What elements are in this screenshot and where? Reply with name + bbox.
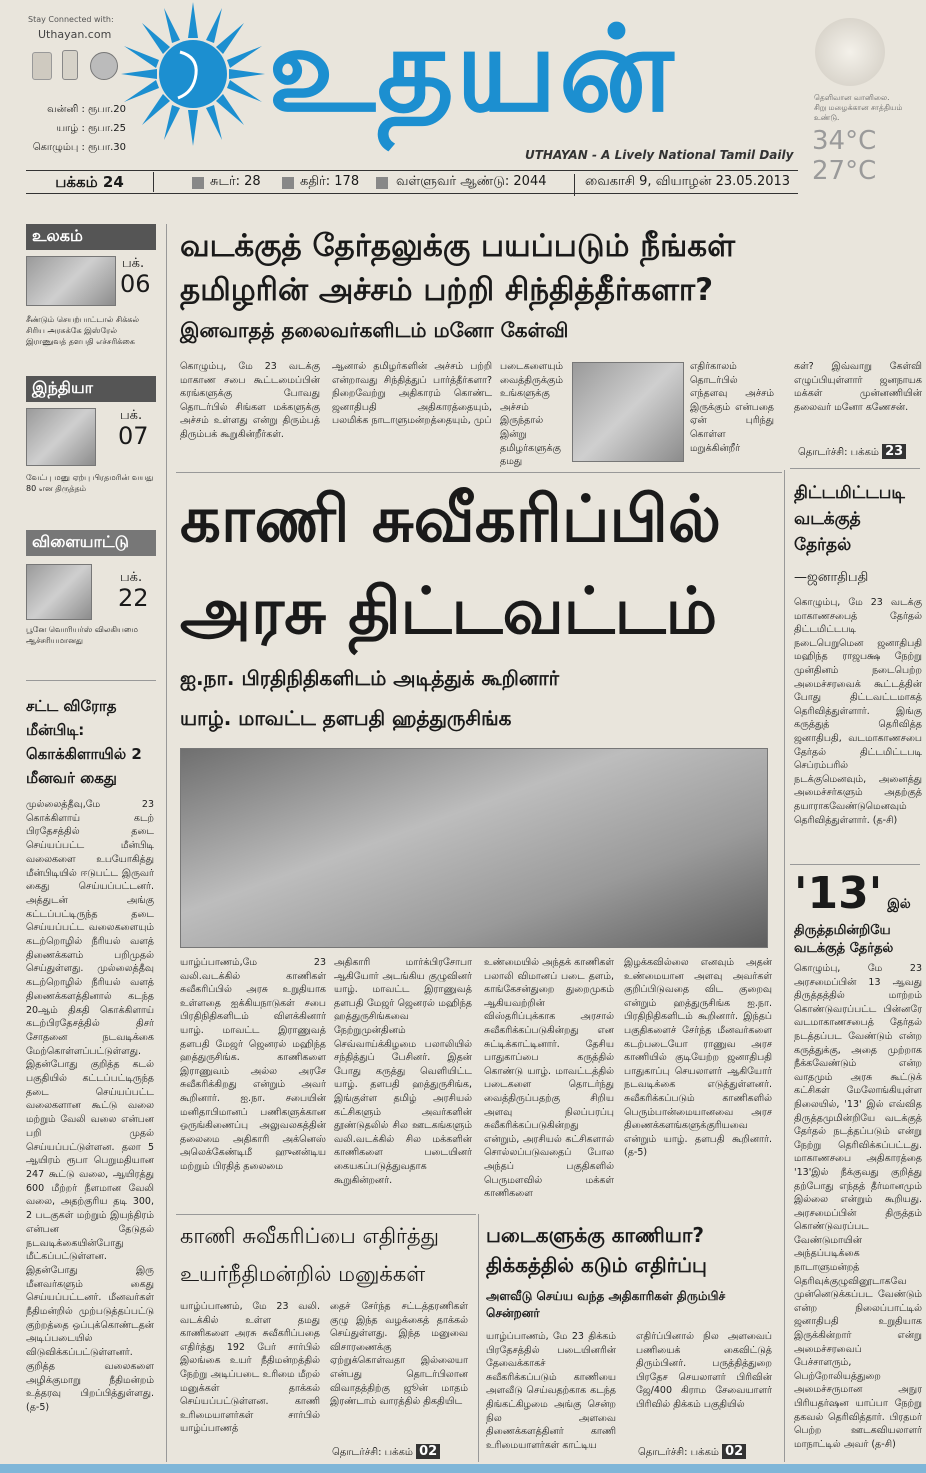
page-number: பக்கம் 24 [26, 172, 154, 192]
court-col-1: யாழ்ப்பாணம், மே 23 வலி. வடக்கில் உள்ள தமது காணிகளை அரசு சுவீகரிப்பதை எதிர்த்து 192 பேர் சார்பில் இலங்கை உயர் நீதிமன்றத்தில் நேற்று அடிப்படை உரிமை மீறல் மனுக்கள் தாக்கல் செய்யப்பட்டுள்ளன. காணி உரிமையாளர்கள் சார்பில் யாழ்ப்பாணத் [180, 1301, 320, 1435]
price-vanni: வன்னி : ரூபா.20 [47, 104, 126, 115]
sports-photo [26, 564, 92, 620]
bottom-strip [0, 1464, 926, 1473]
temperature-readout [812, 126, 926, 186]
thirteen-suffix: இல் [887, 897, 911, 912]
india-page-num[interactable]: 07 [118, 422, 149, 450]
sports-caption[interactable]: பூனே வொரியர்ஸ் விலகியமை ஆச்சரியமானது [26, 625, 138, 645]
sudar-square-icon [192, 177, 204, 189]
sudar-label: சுடர்: 28 [210, 174, 261, 189]
lead-col-2: ஆனால் தமிழர்களின் அச்சம் பற்றி என்றாவது சிந்தித்துப் பார்த்தீர்களா? நிறைவேற்று அதிகாரம் கொண்ட ஜனாதிபதி அதிகாரத்தையும், பலமிக்க நாடாளுமன்றத்தையும், முப் [332, 361, 492, 427]
tagline-rest: - A Lively National Tamil Daily [587, 148, 794, 162]
world-page-num[interactable]: 06 [120, 270, 151, 298]
kathir-square-icon [282, 177, 294, 189]
weather-note: தெளிவான வானிலை. சிறு மழைக்கான சாத்தியம் உண்டு. [814, 93, 903, 122]
lead-headline-1[interactable]: வடக்குத் தேர்தலுக்கு பயப்படும் நீங்கள் [180, 228, 736, 264]
logo-wordmark: உதயன் [268, 0, 676, 138]
tagline-name: UTHAYAN [525, 148, 588, 162]
army-continued[interactable] [638, 1444, 746, 1459]
lead-col-1: கொழும்பு, மே 23 வடக்கு மாகாண சபை கூட்டமைப்பின் கரங்களுக்கு போவது தொடர்பில் சிங்கள மக்களுக்கு அச்சம் உள்ளது என்று திரும்பத் திரும்பக் கூறுகின்றீர்கள். [180, 361, 320, 440]
army-headline-1[interactable]: படைகளுக்கு காணியா? [486, 1223, 704, 1247]
mano-ganesan-photo [572, 362, 684, 462]
india-caption[interactable]: வேட்பு மனு ஏற்பு பிரதமரின் வயது 80 என திருத்தம் [26, 473, 154, 493]
lead-col-4: எதிர்காலம் தொடர்பில் எந்தளவு அச்சம் இருக்கும் என்பதை ஏன் புரிந்து கொள்ள மறுக்கின்றீர் [690, 361, 774, 454]
un-meeting-photo [180, 748, 768, 948]
court-col-2: தைச் சேர்ந்த சட்டத்தரணிகள் குழு இந்த வழக்கைத் தாக்கல் செய்துள்ளது. இந்த மனுவை விசாரணைக்கு ஏற்றுக்கொள்வதா இல்லையா என்பது தொடர்பிலான விவாதத்திற்கு ஜூன் மாதம் இரண்டாம் வாரத்தில் திகதியிட [330, 1301, 468, 1408]
thirteen-body: கொழும்பு, மே 23 அரசமைப்பின் 13 ஆவது திருத்தத்தில் மாற்றம் கொண்டுவரப்பட்ட பின்னரே வடமாகாணசபைத் தேர்தல் நடத்தப்பட வேண்டும் என்ற கருத்துக்கு, அதை முற்றாக நீக்கவேண்டும் என்ற வாதமும் அரசு கூட்டுக் கட்சிகள் மேலோங்கியுள்ள நிலையில், '13' இல் எவ்வித திருத்தமுமின்றியே வடக்குத் தேர்தல் நடத்தப்படும் என்று நேற்று தெரிவிக்கப்பட்டது. மாகாணசபை அதிகாரத்தை '13'இல் நீக்குவது குறித்து தற்போது எந்தத் தீர்மானமும் இல்லை என்றும் கூறியது. அரசமைப்பின் திருத்தம் கொண்டுவரப்பட வேண்டுமாயின் அந்தப்படிக்கை நாடாளுமன்றத் தெரிவுக்குழுவினூடாகவே முன்னெடுக்கப்பட வேண்டும் என்ற நிலைப்பாட்டில் ஜனாதிபதி உறுதியாக இருக்கின்றார் என்று அமைச்சரவைப் பேச்சாளரும், பெற்றோலியத்துறை அமைச்சருமான அநுர பிரியதர்ஷன யாப்பா நேற்று தகவல் தெரிவித்தார். பிரதமர் பெற்ற ஊடகவியலாளர் மாநாட்டில் அவர் (த-சி) [794, 963, 922, 1450]
election-story-title[interactable]: திட்டமிட்டபடி வடக்குத் தேர்தல் [794, 483, 905, 555]
court-headline-1[interactable]: காணி சுவீகரிப்பை எதிர்த்து [180, 1224, 439, 1248]
stay-connected-label: Stay Connected with: [28, 15, 114, 24]
kathir-label: கதிர்: 178 [300, 174, 360, 189]
main-col-4: இழக்கவில்லை எனவும் அதன் உண்மையான அளவு அவர்கள் குறிப்பிடுவதை விட குறைவு என்றும் ஹத்துருசிங்க ஐ.நா. பிரதிநிதிகளிடம் கூறினார். இந்தப் பகுதிகளைச் சேர்ந்த மீனவர்களை கடற்படையோ ராணுவ அரச காணியில் குடியேற்ற ஜனாதிபதி பாதுகாப்பு செயலாளர் ஆகியோர் நடவடிக்கை எடுத்துள்ளனர். சுவீகரிக்கப்படும் காணிகளில் பெரும்பான்மையானவை அரச திணைக்களங்களுக்குரியவை என்றும் யாழ். தளபதி கூறினார். (த-5) [624, 957, 772, 1159]
main-col-3: உண்மையில் அந்தக் காணிகள் பலாலி விமானப் படை தளம், காங்கேசன்துறை துறைமுகம் ஆகியவற்றின் விஸ்தரிப்புக்காக அரசால் சுவீகரிக்கப்படுகின்றது என சுட்டிக்காட்டினார். தேசிய பாதுகாப்பை கருத்தில் கொண்டு யாழ். மாவட்டத்தில் படைகளை தொடர்ந்து வைத்திருப்பதற்கு சிறிய அளவு நிலப்பரப்பு சுவீகரிக்கப்படுகின்றது என்றும், அரசியல் கட்சிகளால் சொல்லப்படுவதைப் போல அந்தப் பகுதிகளில் பெருமளவில் மக்கள் காணிகளை [484, 957, 614, 1200]
court-rule [176, 1214, 476, 1215]
world-photo [26, 256, 116, 306]
info-bar [26, 170, 798, 194]
army-continued-label: தொடர்ச்சி: பக்கம் [638, 1447, 719, 1458]
section-sports[interactable]: விளையாட்டு [26, 530, 156, 556]
rss-icon[interactable] [32, 52, 52, 80]
sports-page-label: பக். [120, 570, 143, 585]
india-page-label: பக். [120, 408, 143, 423]
lead-continued-page[interactable]: 23 [882, 444, 906, 459]
weather-icon [815, 18, 885, 86]
section-world[interactable]: உலகம் [26, 224, 156, 250]
main-headline-2[interactable]: அரசு திட்டவட்டம் [180, 575, 718, 649]
lead-col-3: படைகளையும் வைத்திருக்கும் உங்களுக்கு அச்சம் இருந்தால் இன்று தமிழர்களுக்கு தமது [500, 361, 564, 468]
site-link[interactable]: Uthayan.com [38, 28, 112, 41]
temp-high: 34°C [812, 126, 877, 156]
lead-continued-label: தொடர்ச்சி: பக்கம் [798, 447, 879, 458]
year-square-icon [376, 177, 388, 189]
right-col-top-rule [790, 468, 920, 469]
temp-low: 27°C [812, 156, 877, 186]
price-colombo: கொழும்பு : ரூபா.30 [32, 142, 126, 153]
lead-subhead: இனவாதத் தலைவர்களிடம் மனோ கேள்வி [180, 318, 569, 342]
court-headline-2[interactable]: உயர்நீதிமன்றில் மனுக்கள் [180, 1262, 426, 1286]
army-rule-v [478, 1214, 479, 1462]
lead-headline-2[interactable]: தமிழரின் அச்சம் பற்றி சிந்தித்தீர்களா? [180, 272, 714, 308]
world-page-label: பக். [122, 256, 145, 271]
price-jaffna: யாழ் : ரூபா.25 [56, 123, 126, 134]
india-photo [26, 408, 96, 466]
main-col-1: யாழ்ப்பாணம்,மே 23 வலி.வடக்கில் காணிகள் சுவீகரிப்பில் அரசு உறுதியாக உள்ளதை ஐக்கியநாடுகள் சபை பிரதிநிதிகளிடம் விளக்கினார் யாழ். மாவட்ட இராணுவத் தளபதி மேஜர் ஜெனரல் மஹிந்த ஹத்துருசிங்க. காணிகளை இராணுவம் அல்ல அரசே சுவீகரிக்கிறது என்றும் அவர் கூறினார். ஐ.நா. சபையின் மனிதாபிமானப் பணிகளுக்கான ஒருங்கிணைப்பு அலுவலகத்தின் தலைமை அதிகாரி அக்னெஸ் அலெக்கேண்டிமீ ஹுனன்டிய மற்றும் பிரதித் தலைமை [180, 957, 326, 1172]
thirteen-title[interactable]: திருத்தமின்றியே வடக்குத் தேர்தல் [794, 923, 894, 956]
army-col-1: யாழ்ப்பாணம், மே 23 திக்கம் பிரதேசத்தில் படையினரின் தேவைக்காகச் சுவீகரிக்கப்படும் காணியை அளவீடு செய்வதற்காக கடந்த திங்கட்கிழமை அங்கு சென்ற நில அளவை திணைக்களத்தினர் காணி உரிமையாளர்கள் காட்டிய [486, 1331, 616, 1451]
lead-col-5: கள்? இவ்வாறு கேள்வி எழுப்பியுள்ளார் ஜனநாயக மக்கள் முன்னணியின் தலைவர் மனோ கணேசன். [794, 361, 922, 413]
court-continued[interactable] [332, 1444, 440, 1459]
main-col-2: அதிகாரி மார்க்பிரசோபா ஆகியோர் அடங்கிய குழுவினர் யாழ். மாவட்ட இராணுவத் தளபதி மேஜர் ஜெனரல் மஹிந்த ஹத்துருசிங்கவை நேற்றுமுன்தினம் செவ்வாய்க்கிழமை பலாலியில் சந்தித்துப் பேசினர். இதன் போது கருத்து வெளியிட்ட யாழ். தளபதி ஹத்துருசிங்க, இங்குள்ள தமிழ் அரசியல் கட்சிகளும் அவர்களின் தூண்டுதலில் சில ஊடகங்களும் வலி.வடக்கில் சில மக்களின் காணிகளை படையினர் கையகப்படுத்துவதாக கூறுகின்றனர். [334, 957, 472, 1186]
sidebar-divider [26, 680, 156, 681]
valluvar-year: வள்ளுவர் ஆண்டு: 2044 [396, 174, 547, 189]
fishing-story-title[interactable]: சட்ட விரோத மீன்பிடி: கொக்கிளாயில் 2 மீனவர் கைது [26, 697, 142, 787]
court-continued-label: தொடர்ச்சி: பக்கம் [332, 1447, 413, 1458]
right-col-rule [784, 470, 785, 1462]
court-continued-page[interactable]: 02 [416, 1444, 440, 1459]
mobile-icon[interactable] [62, 50, 78, 80]
tagline [525, 148, 793, 162]
main-headline-1[interactable]: காணி சுவீகரிப்பில் [180, 483, 721, 557]
army-continued-page[interactable]: 02 [722, 1444, 746, 1459]
price-list [26, 100, 126, 157]
main-subhead-2: யாழ். மாவட்ட தளபதி ஹத்துருசிங்க [180, 706, 512, 730]
thirteen-heading [794, 864, 911, 924]
army-headline-2[interactable]: திக்கத்தில் கடும் எதிர்ப்பு [486, 1253, 707, 1277]
sports-page-num[interactable]: 22 [118, 584, 149, 612]
date-label: வைகாசி 9, வியாழன் 23.05.2013 [574, 174, 790, 196]
lead-continued[interactable] [798, 444, 906, 459]
sun-logo-icon [118, 2, 268, 147]
section-india[interactable]: இந்தியா [26, 376, 156, 402]
fishing-story-body: முல்லைத்தீவு,மே 23 கொக்கிளாய் கடற் பிரதேசத்தில் தடை செய்யப்பட்ட மீன்பிடி வலைகளை உபயோகித்து மீன்பிடியில் ஈடுபட்ட இருவர் கைது செய்யப்பட்டனர். அத்துடன் அங்கு கட்டப்பட்டிருந்த தடை செய்யப்பட்ட வலைகளையும் கடற்றொழில் நீரியல் வளத் திணைக்களம் பறிமுதல் செய்துள்ளது. முல்லைத்தீவு கடற்றொழில் நீரியல் வளத் திணைக்களத்தினால் கடந்த 20ஆம் திகதி கொக்கிளாய் கடற்பிரதேசத்தில் திசர் சோதனை நடவடிக்கை மேற்கொள்ளப்பட்டுள்ளது. இதன்போது குறித்த கடல் பகுதியில் கட்டப்பட்டிருந்த தடை செய்யப்பட்ட வலைகளான கூட்டு வலை மற்றும் வேலி வலை என்பன பறி முதல் செய்யப்பட்டுள்ளன. தலா 5 ஆயிரம் ரூபா பெறுமதியான 247 கூட்டு வலை, ஆயிரத்து 600 மீற்றர் நீளமான வேலி வலை, அதற்குரிய தடி 300, 2 படகுகள் மற்றும் இயந்திரம் என்பன தேடுதல் நடவடிக்கையின்போது மீட்கப்பட்டுள்ளன. இதன்போது இரு மீனவர்களும் கைது செய்யப்பட்டனர். மீனவர்கள் நீதிமன்றில் முற்படுத்தப்பட்டு குற்றத்தை ஒப்புக்கொண்டதன் அடிப்படையில் விடுவிக்கப்பட்டுள்ளனர். குறித்த வலைகளை அழிக்குமாறு நீதிமன்றம் உத்தரவு பிறப்பித்துள்ளது. (த-5) [26, 799, 154, 1413]
army-col-2: எதிர்ப்பினால் நில அளவைப் பணியைக் கைவிட்டுத் திரும்பினர். பருத்தித்துறை பிரதேச செயலாளர் பிரிவின் ஜே/400 கிராம சேவையாளர் பிரிவில் திக்கம் பகுதியில் [636, 1331, 772, 1410]
election-story-body: கொழும்பு, மே 23 வடக்கு மாகாணசபைத் தேர்தல் திட்டமிட்டபடி நடைபெறுமென ஜனாதிபதி மஹிந்த ராஜபக்ஷ நேற்று முன்தினம் நடைபெற்ற அமைச்சரவைக் கூட்டத்தின் போது திட்டவட்டமாகத் தெரிவித்துள்ளார். இங்கு கருத்துத் தெரிவித்த ஜனாதிபதி, வடமாகாணசபை தேர்தல் திட்டமிட்டபடி செப்ரம்பரில் நடக்குமெனவும், அனைத்து அமைச்சர்களும் அதற்குத் தயாராகவேண்டுமெனவும் தெரிவித்துள்ளார். (த-சி) [794, 597, 922, 826]
sidebar-rule [166, 224, 167, 1462]
election-story-byline: —ஜனாதிபதி [794, 570, 869, 585]
army-subhead: அளவீடு செய்ய வந்த அதிகாரிகள் திரும்பிச் சென்றனர் [486, 1289, 726, 1320]
thirteen-big[interactable]: '13' [794, 868, 883, 919]
globe-icon[interactable] [90, 52, 118, 80]
main-subhead-1: ஐ.நா. பிரதிநிதிகளிடம் அடித்துக் கூறினார் [180, 666, 560, 690]
world-caption[interactable]: சீண்டும் செயற்பாட்டால் சிக்கல் சிரிய அரசுக்கே இஸ்ரேல் இராணுவத் தளபதி எச்சரிக்கை [26, 315, 140, 346]
